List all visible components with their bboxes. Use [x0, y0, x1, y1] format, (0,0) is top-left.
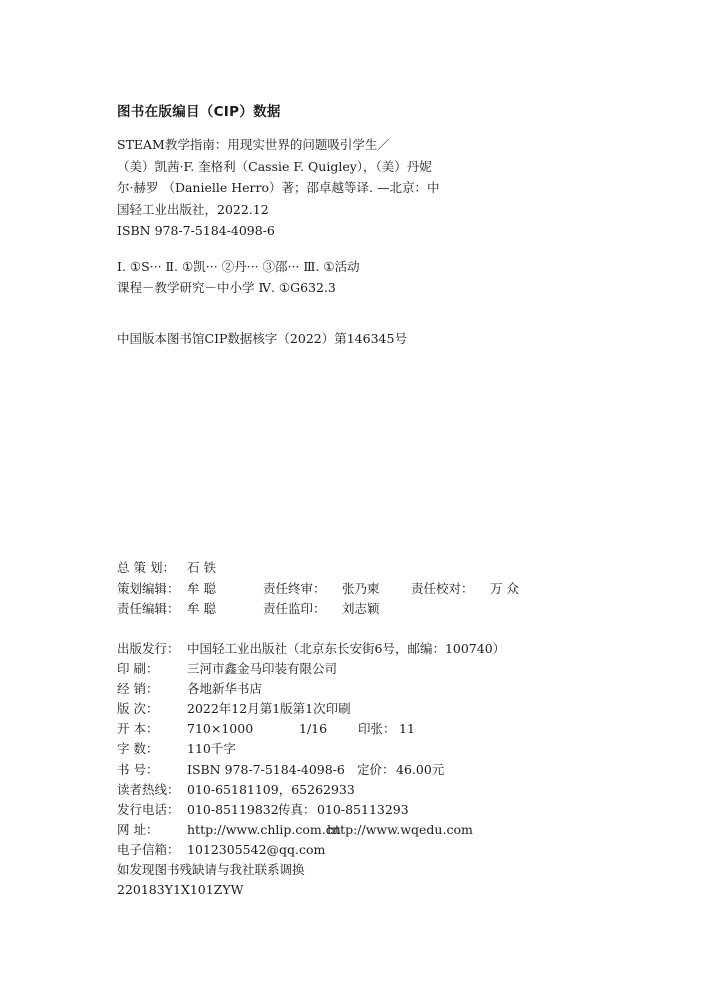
sheets-label: 印张： — [358, 721, 396, 737]
website-link-2[interactable]: http://www.wqedu.com — [327, 821, 473, 837]
hotline-value: 010-65181109，65262933 — [187, 781, 355, 797]
pub-label: 网 址： — [117, 821, 159, 837]
book-code: 220183Y1X101ZYW — [117, 882, 244, 898]
credit-value: 刘志颖 — [342, 601, 380, 616]
publisher-value: 中国轻工业出版社（北京东长安街6号，邮编：100740） — [187, 641, 506, 656]
defect-notice: 如发现图书残缺请与我社联系调换 — [117, 862, 305, 878]
cip-record-number: 中国版本图书馆CIP数据核字（2022）第146345号 — [117, 331, 407, 346]
format-size: 710×1000 — [187, 721, 254, 737]
fax-value: 010-85113293 — [317, 801, 409, 817]
sales-value: 010-85119832 — [187, 801, 279, 817]
cip-subject-line: 课程－教学研究－中小学 Ⅳ. ①G632.3 — [117, 280, 336, 295]
credit-value: 张乃柬 — [342, 580, 380, 596]
pub-label: 经 销： — [117, 681, 159, 697]
fax-label: 传真： — [278, 801, 316, 817]
pub-label: 发行电话： — [117, 801, 180, 817]
cip-line: STEAM教学指南：用现实世界的问题吸引学生／ — [117, 137, 390, 152]
printer-value: 三河市鑫金马印装有限公司 — [187, 661, 338, 677]
credit-label: 责任校对： — [411, 580, 474, 596]
pub-label: 版 次： — [117, 701, 159, 717]
sheets-value: 11 — [399, 721, 415, 737]
pub-label: 印 刷： — [117, 661, 159, 677]
credit-label: 责任编辑： — [117, 601, 180, 616]
credit-value: 万 众 — [490, 580, 519, 596]
price-value: 46.00元 — [396, 761, 445, 777]
cip-heading: 图书在版编目（CIP）数据 — [117, 104, 281, 120]
credit-value: 牟 聪 — [187, 580, 216, 596]
credit-label: 策划编辑： — [117, 580, 180, 596]
credit-label: 责任终审： — [263, 580, 326, 596]
isbn-value: ISBN 978-7-5184-4098-6 — [187, 761, 345, 777]
cip-line: 国轻工业出版社，2022.12 — [117, 201, 269, 217]
cip-block — [117, 134, 587, 299]
credit-value: 牟 聪 — [187, 601, 216, 616]
format-fraction: 1/16 — [299, 721, 328, 737]
price-label: 定价： — [357, 761, 395, 777]
cip-line: 尔·赫罗 （Danielle Herro）著；邵卓越等译. —北京：中 — [117, 180, 440, 195]
pub-label: 出版发行： — [117, 641, 180, 656]
edition-value: 2022年12月第1版第1次印刷 — [187, 701, 351, 717]
cip-isbn: ISBN 978-7-5184-4098-6 — [117, 223, 275, 238]
credit-label: 责任监印： — [263, 601, 326, 616]
credit-label: 总 策 划： — [117, 560, 175, 575]
email-value: 1012305542@qq.com — [187, 841, 326, 857]
credit-value: 石 铁 — [187, 560, 216, 575]
cip-line: （美）凯茜·F. 奎格利（Cassie F. Quigley），（美）丹妮 — [117, 158, 432, 174]
words-value: 110千字 — [187, 741, 236, 757]
pub-label: 书 号： — [117, 761, 159, 777]
pub-label: 开 本： — [117, 721, 159, 737]
pub-label: 读者热线： — [117, 781, 180, 797]
pub-label: 字 数： — [117, 741, 159, 757]
pub-label: 电子信箱： — [117, 841, 180, 857]
cip-subject-line: Ⅰ. ①S··· Ⅱ. ①凯··· ②丹··· ③邵··· Ⅲ. ①活动 — [117, 258, 360, 274]
website-link-1[interactable]: http://www.chlip.com.cn — [187, 821, 341, 837]
distributor-value: 各地新华书店 — [187, 681, 263, 697]
